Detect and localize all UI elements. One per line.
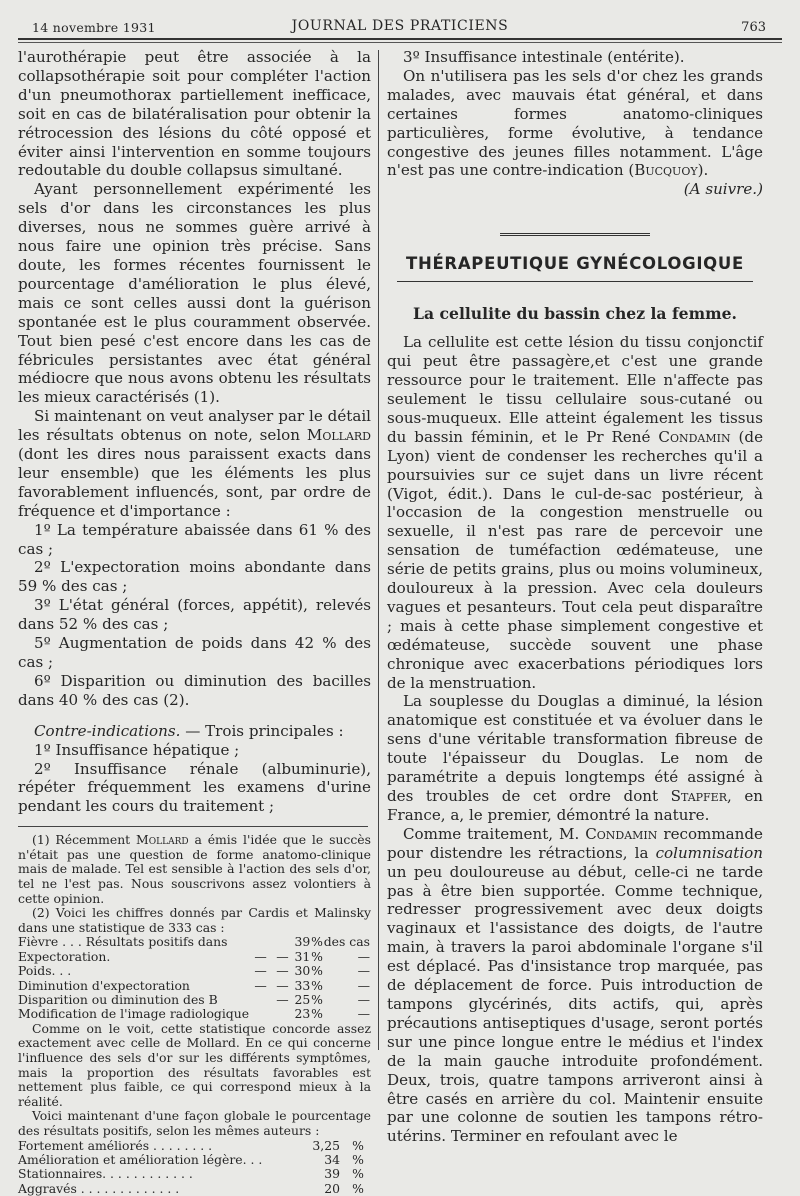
contra-heading xyxy=(18,722,371,741)
ditto-cell: — xyxy=(276,977,289,993)
table-row xyxy=(18,950,370,964)
header-date: 14 novembre 1931 xyxy=(32,20,156,35)
section-title: THÉRAPEUTIQUE GYNÉCOLOGIQUE xyxy=(406,254,744,274)
text-run: (1) Récemment xyxy=(32,832,137,848)
footnote: (2) Voici les chiffres donnés par Cardis et Malinsky dans une statistique de 333 cas : xyxy=(18,905,371,935)
text-run: On n'utilisera pas les sels d'or chez les grands malades, avec mauvais état général, et dans certaines formes anatomo-cliniques particulières, forme évolutive, à tendance congestive des jeunes filles notamment. L'âge n'est pas une contre-indication ( xyxy=(387,66,763,180)
row-label: Amélioration et amélioration légère. . . xyxy=(18,1152,263,1167)
list-item: 5º Augmentation de poids dans 42 % des cas ; xyxy=(18,634,371,671)
value-cell: 20 xyxy=(324,1180,340,1196)
percent-cell: % xyxy=(311,977,323,993)
value-cell: 31 xyxy=(294,948,311,964)
percent-cell: % xyxy=(352,1166,364,1182)
tail-cell: — xyxy=(357,977,370,993)
tail-cell: — xyxy=(357,992,370,1008)
list-item: 3º L'état général (forces, appétit), relevés dans 52 % des cas ; xyxy=(18,596,371,634)
percent-cell: % xyxy=(311,992,323,1008)
list-item: 1º La température abaissée dans 61 % des cas ; xyxy=(18,520,371,558)
list-item: 2º Insuffisance rénale (albuminurie), répéter fréquemment les examens d'urine pendant les cours du traitement ; xyxy=(18,759,371,816)
footnote-rule xyxy=(18,826,368,827)
tail-cell: — xyxy=(357,1006,370,1022)
list-item: 6º Disparition ou diminution des bacilles dans 40 % des cas (2). xyxy=(18,671,371,709)
table-row xyxy=(18,1182,370,1196)
ditto-cell xyxy=(272,1007,293,1021)
percent-cell: % xyxy=(311,1006,323,1022)
author-name: Mollard xyxy=(136,832,189,848)
row-label: Poids. . . xyxy=(18,963,72,979)
value-cell: 3,25 xyxy=(312,1137,340,1153)
article-title: La cellulite du bassin chez la femme. xyxy=(413,304,737,324)
page-header xyxy=(0,0,800,42)
table-row xyxy=(18,964,370,978)
row-label: Expectoration. xyxy=(18,948,111,964)
right-body xyxy=(387,48,763,199)
author-name: Stapfer xyxy=(670,787,727,805)
ditto-cell: — xyxy=(276,948,289,964)
footnote-paragraph: Voici maintenant d'une façon globale le pourcentage des résultats positifs, selon les mêmes auteurs : xyxy=(18,1108,371,1138)
global-results-table xyxy=(18,1139,370,1196)
text-run: ). xyxy=(697,161,709,180)
left-column xyxy=(18,48,372,1196)
ditto-cell xyxy=(249,935,272,949)
list-item: 1º Insuffisance hépatique ; xyxy=(34,740,240,759)
ditto-cell: — xyxy=(276,992,289,1008)
global-results-table-body xyxy=(18,1139,370,1196)
results-table-body xyxy=(18,935,370,1021)
percent-cell: % xyxy=(352,1152,364,1167)
table-row xyxy=(18,1007,370,1021)
row-label: Fièvre . . . Résultats positifs dans xyxy=(18,934,228,950)
author-name: Condamin xyxy=(658,427,731,446)
percent-cell: % xyxy=(352,1180,364,1196)
table-row xyxy=(18,993,370,1007)
header-rule xyxy=(18,38,782,40)
percent-cell: % xyxy=(311,963,323,979)
value-cell: 30 xyxy=(294,963,311,979)
value-cell: 23 xyxy=(294,1006,311,1022)
article-paragraph xyxy=(387,825,763,1146)
list-item: 3º Insuffisance intestinale (entérite). xyxy=(403,48,685,66)
header-rule-thin xyxy=(18,42,782,43)
ditto-cell xyxy=(272,935,293,949)
tail-cell: des cas xyxy=(323,934,370,950)
ditto-cell: — xyxy=(276,963,289,979)
left-paragraph xyxy=(18,407,371,520)
ditto-cell: — xyxy=(254,963,267,979)
percent-cell: % xyxy=(352,1137,364,1153)
results-table xyxy=(18,935,370,1021)
percent-cell: % xyxy=(311,934,323,950)
section-rule xyxy=(397,281,753,282)
table-row xyxy=(18,979,370,993)
text-run: La souplesse du Douglas a diminué, la lésion anatomique est constituée et va évoluer dans le sens d'une véritable transformation fibreuse de toute l'épaisseur du Douglas. Le nom de paramétrite a depuis longtemps été assigné à des troubles de cet ordre dont xyxy=(387,692,763,805)
author-name: Mollard xyxy=(306,426,371,445)
text-run: (dont les dires nous paraissent exacts dans leur ensemble) que les éléments les plus favorablement influencés, sont, par ordre de fréquence et d'importance : xyxy=(18,445,371,520)
table-row xyxy=(18,1167,370,1181)
left-paragraph: Ayant personnellement expérimenté les sels d'or dans les circonstances les plus diverses, nous ne sommes guère arrivé à nous faire une opinion très précise. Sans doute, les formes récentes fournissent le pourcentage d'amélioration le plus élevé, mais ce sont celles aussi dont la guérison spontanée est le plus couramment observée. Tout bien pesé c'est encore dans les cas de fébricules persistantes avec état général médiocre que nous avons obtenu les résultats les mieux caractérisés (1). xyxy=(18,180,371,407)
row-label: Modification de l'image radiologique xyxy=(18,1006,250,1022)
table-row xyxy=(18,935,370,949)
left-body xyxy=(18,48,371,816)
row-label: Stationnaires. . . . . . . . . . . . xyxy=(18,1166,193,1182)
value-cell: 39 xyxy=(294,934,311,950)
row-label: Fortement améliorés . . . . . . . . xyxy=(18,1137,213,1153)
row-label: Aggravés . . . . . . . . . . . . . xyxy=(18,1180,180,1196)
text-run: Comme traitement, M. xyxy=(403,824,586,843)
row-label: Disparition ou diminution des B xyxy=(18,992,218,1008)
tail-cell: — xyxy=(357,963,370,979)
ditto-cell: — xyxy=(254,977,267,993)
list-item: 2º L'expectoration moins abondante dans 59 % des cas ; xyxy=(18,558,371,596)
value-cell: 25 xyxy=(294,992,311,1008)
text-run: , en France, a, le premier, démontré la nature. xyxy=(387,787,764,824)
article-paragraph xyxy=(387,692,763,824)
tail-cell: — xyxy=(357,948,370,964)
author-name: Bucquoy xyxy=(634,161,698,180)
ditto-cell: — xyxy=(254,948,267,964)
text-run: Si maintenant on veut analyser par le détail les résultats obtenus on note, selon xyxy=(18,407,371,445)
text-run: un peu douloureuse au début, celle-ci ne tarde pas à être bien supportée. Comme technique, redresser progressivement avec deux doigts vaginaux et l'assistance des doigts, de l'autre main, à travers la paroi abdominale l'organe s'il est déplacé. Pas d'insistance trop marquée, pas de déplacement de force. Puis introduction de tampons glycérinés, dits actifs, qui, après précautions antiseptiques d'usage, seront portés sur une pince longue entre le médius et l'index de la main gauche introduite profondément. Deux, trois, quatre tampons arriveront ainsi à être casés en arrière du col. Maintenir ensuite par une colonne de soutien les tampons rétro-utérins. Terminer en refoulant avec le xyxy=(387,862,763,1146)
table-row xyxy=(18,1139,370,1153)
value-cell: 39 xyxy=(324,1166,340,1182)
text-run: La cellulite est cette lésion du tissu conjonctif qui peut être passagère,et c'est une grande ressource pour le traitement. Elle n'affecte pas seulement le tissu cellulaire sous-cutané ou sous-muqueux. Elle atteint également les tissus du bassin féminin, et le Pr René xyxy=(387,333,763,446)
percent-cell: % xyxy=(311,948,323,964)
footnotes xyxy=(18,833,371,1196)
text-run: (de Lyon) vient de condenser les recherches qu'il a poursuivies sur ce sujet dans un livre récent (Vigot, édit.). Dans le cul-de-sac postérieur, à l'occasion de la congestion menstruelle ou sexuelle, il n'est pas rare de percevoir une sensation de tuméfaction œdémateuse, une série de petits grains, plus ou moins volumineux, douloureux à la pression. Avec cela douleurs vagues et pesanteurs. Tout cela peut disparaître ; mais à cette phase simplement congestive et œdémateuse, succède souvent une phase chronique avec exacerbations périodiques lors de la menstruation. xyxy=(387,427,764,692)
text-run: a émis l'idée que le succès n'était pas une question de forme anatomo-clinique mais de malade. Tel est sensible à l'action des sels d'or, tel ne l'est pas. Nous souscrivons assez volontiers à cette opinion. xyxy=(18,832,372,906)
author-name: Condamin xyxy=(585,824,658,843)
footnote-paragraph: Comme on le voit, cette statistique concorde assez exactement avec celle de Mollard. En ce qui concerne l'influence des sels d'or sur les différents symptômes, mais la proportion des résultats favorables est nettement plus faible, ce qui correspond mieux à la réalité. xyxy=(18,1020,371,1109)
column-divider xyxy=(378,50,379,1050)
row-label: Diminution d'expectoration xyxy=(18,977,190,993)
ditto-cell xyxy=(249,1007,272,1021)
page-number: 763 xyxy=(741,20,766,35)
value-cell: 34 xyxy=(324,1152,340,1167)
right-column xyxy=(387,48,764,1146)
right-paragraph xyxy=(387,67,763,180)
text-run: — Trois principales : xyxy=(180,721,344,740)
section-separator xyxy=(500,233,650,238)
ditto-cell xyxy=(249,993,272,1007)
left-paragraph: l'aurothérapie peut être associée à la collapsothérapie soit pour compléter l'action d'un pneumothorax partiellement inefficace, soit en cas de bilatéralisation pour obtenir la rétrocession des lésions du côté opposé et éviter ainsi l'intervention en somme toujours redoutable du double collapsus simultané. xyxy=(18,48,371,180)
journal-title: JOURNAL DES PRATICIENS xyxy=(291,18,509,34)
to-be-continued: (A suivre.) xyxy=(683,180,763,199)
emphasized-term: columnisation xyxy=(655,843,763,862)
footnote xyxy=(18,833,371,906)
article-body xyxy=(387,333,763,1146)
text-run: recommande pour distendre les rétractions, la xyxy=(387,824,763,862)
table-row xyxy=(18,1153,370,1167)
contra-label: Contre-indications. xyxy=(34,721,181,740)
value-cell: 33 xyxy=(294,977,311,993)
article-paragraph xyxy=(387,333,763,692)
